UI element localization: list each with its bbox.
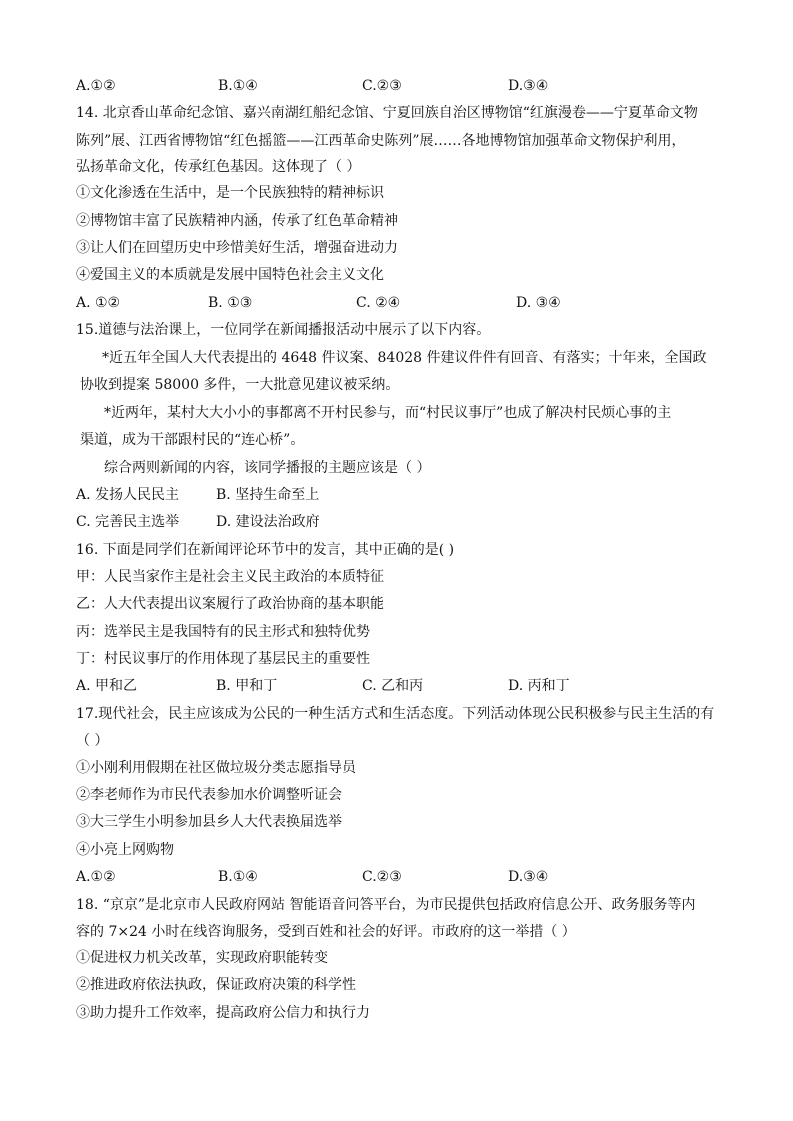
q16-stem: 16. 下面是同学们在新闻评论环节中的发言，其中正确的是( ) <box>76 542 455 558</box>
q17-option-b: B.①④ <box>218 869 258 885</box>
q15-news2-line: 渠道，成为干部跟村民的“连心桥”。 <box>80 432 305 448</box>
q15-question: 综合两则新闻的内容，该同学播报的主题应该是（ ） <box>104 460 431 476</box>
q15-option-a: A. 发扬人民民主 <box>76 487 180 503</box>
q18-stem-line: 18. “京京”是北京市人民政府网站 智能语音问答平台，为市民提供包括政府信息公开、政务服务等内 <box>76 897 696 913</box>
q15-news1-line: 协收到提案 58000 多件，一大批意见建议被采纳。 <box>80 377 400 393</box>
q13-options <box>76 76 726 96</box>
q14-item: ②博物馆丰富了民族精神内涵，传承了红色革命精神 <box>76 213 398 229</box>
q13-option-b: B.①④ <box>218 78 258 94</box>
q18-item: ②推进政府依法执政，保证政府决策的科学性 <box>76 977 356 993</box>
q16-option-c: C. 乙和丙 <box>362 678 424 694</box>
q18-stem-line: 容的 7×24 小时在线咨询服务，受到百姓和社会的好评。市政府的这一举措（ ） <box>76 924 576 940</box>
q15-option-d: D. 建设法治政府 <box>216 514 320 530</box>
q14-options <box>76 293 726 313</box>
q15-options-row2 <box>76 512 726 532</box>
q14-stem-line: 弘扬革命文化，传承红色基因。这体现了（ ） <box>76 159 361 175</box>
q18-item: ①促进权力机关改革，实现政府职能转变 <box>76 950 328 966</box>
q13-option-c: C.②③ <box>362 78 402 94</box>
q16-item: 丁：村民议事厅的作用体现了基层民主的重要性 <box>76 651 370 667</box>
q15-stem: 15.道德与法治课上，一位同学在新闻播报活动中展示了以下内容。 <box>76 322 491 338</box>
q15-options-row1 <box>76 485 726 505</box>
q15-news2-line: *近两年，某村大大小小的事都离不开村民参与，而“村民议事厅”也成了解决村民烦心事的主 <box>104 405 672 421</box>
q17-option-c: C.②③ <box>362 869 402 885</box>
q14-option-d: D. ③④ <box>516 295 561 311</box>
q15-option-b: B. 坚持生命至上 <box>216 487 320 503</box>
q14-stem-line: 陈列”展、江西省博物馆“红色摇篮——江西革命史陈列”展……各地博物馆加强革命文物保护利用， <box>76 133 686 149</box>
q16-option-a: A. 甲和乙 <box>76 678 138 694</box>
q17-item: ②李老师作为市民代表参加水价调整听证会 <box>76 787 342 803</box>
q16-option-b: B. 甲和丁 <box>216 678 278 694</box>
q18-item: ③助力提升工作效率，提高政府公信力和执行力 <box>76 1005 370 1021</box>
q13-option-d: D.③④ <box>508 78 549 94</box>
q14-option-b: B. ①③ <box>208 295 253 311</box>
q17-option-a: A.①② <box>76 869 116 885</box>
q14-option-c: C. ②④ <box>356 295 401 311</box>
q17-item: ①小刚利用假期在社区做垃圾分类志愿指导员 <box>76 760 356 776</box>
q13-option-a: A.①② <box>76 78 116 94</box>
q17-stem-line: 17.现代社会，民主应该成为公民的一种生活方式和生活态度。下列活动体现公民积极参与民主生活的有 <box>76 706 715 722</box>
q15-option-c: C. 完善民主选举 <box>76 514 180 530</box>
q14-item: ③让人们在回望历史中珍惜美好生活，增强奋进动力 <box>76 240 398 256</box>
q14-stem-line: 14. 北京香山革命纪念馆、嘉兴南湖红船纪念馆、宁夏回族自治区博物馆“红旗漫卷——宁夏革命文物 <box>76 105 698 121</box>
q17-stem-line: （ ） <box>76 733 109 749</box>
q14-item: ①文化渗透在生活中，是一个民族独特的精神标识 <box>76 185 384 201</box>
q17-item: ④小亮上网购物 <box>76 842 174 858</box>
q17-item: ③大三学生小明参加县乡人大代表换届选举 <box>76 814 342 830</box>
q16-options <box>76 676 726 696</box>
q17-option-d: D.③④ <box>508 869 549 885</box>
q14-item: ④爱国主义的本质就是发展中国特色社会主义文化 <box>76 267 384 283</box>
q16-item: 乙：人大代表提出议案履行了政治协商的基本职能 <box>76 596 384 612</box>
q16-item: 甲：人民当家作主是社会主义民主政治的本质特征 <box>76 569 384 585</box>
q16-item: 丙：选举民主是我国特有的民主形式和独特优势 <box>76 624 370 640</box>
q15-news1-line: *近五年全国人大代表提出的 4648 件议案、84028 件建议件件有回音、有落实；十年来，全国政 <box>102 350 707 366</box>
q16-option-d: D. 丙和丁 <box>508 678 570 694</box>
q14-option-a: A. ①② <box>76 295 121 311</box>
q17-options <box>76 867 726 887</box>
